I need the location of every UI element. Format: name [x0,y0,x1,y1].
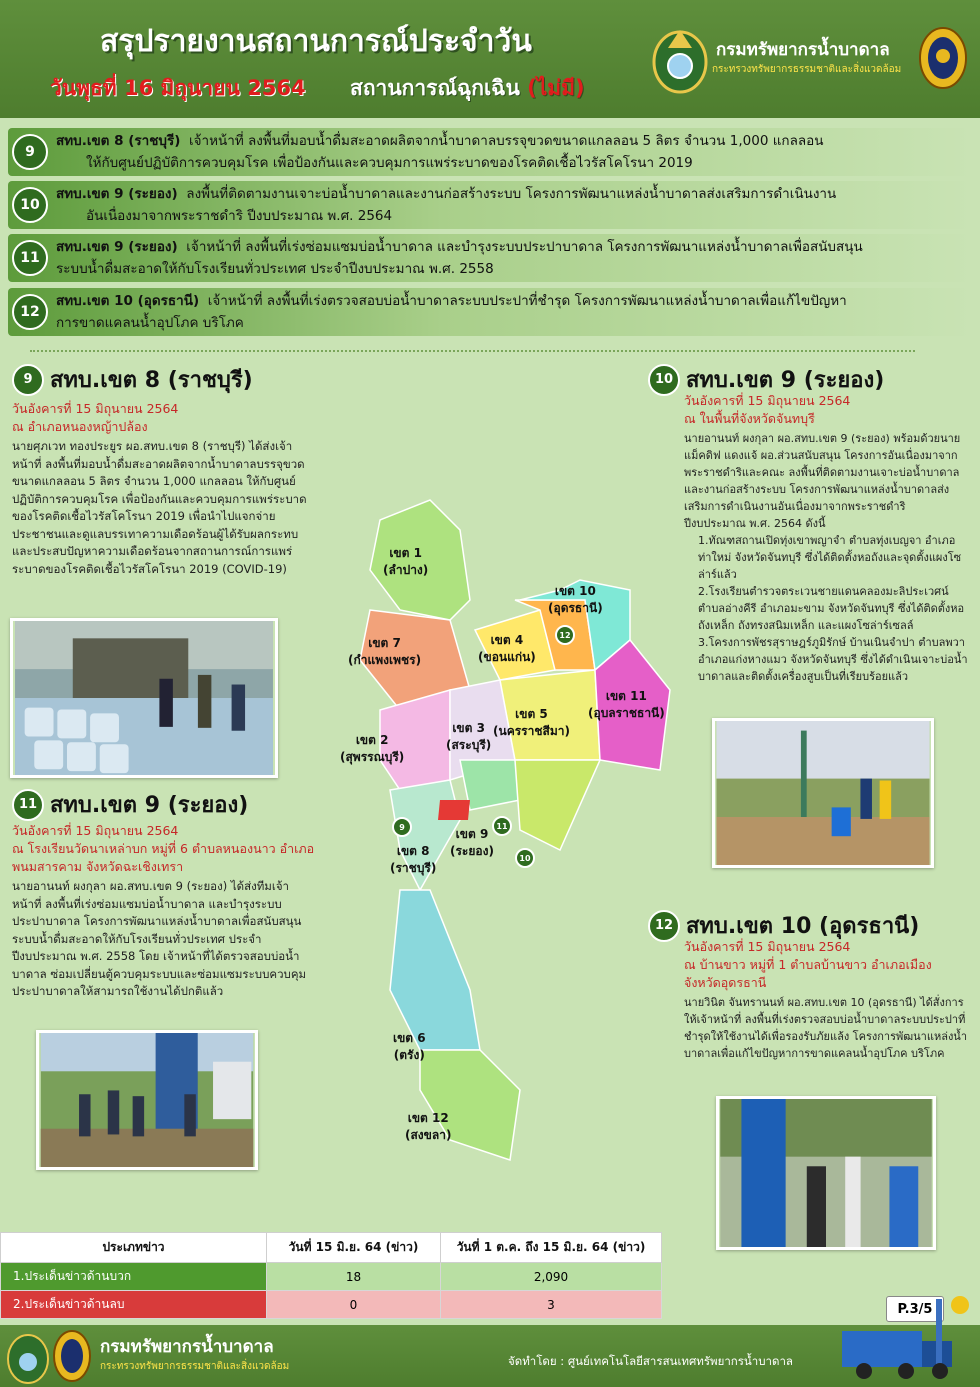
map-region-name: (อุดรธานี) [548,601,603,615]
section-date: วันอังคารที่ 15 มิถุนายน 2564 [12,401,179,416]
section-divider [30,350,915,352]
section-title: สทบ.เขต 9 (ระยอง) [50,793,249,818]
map-region-name: (อุบลราชธานี) [588,706,665,720]
summary-line2: ให้กับศูนย์ปฏิบัติการควบคุมโรค เพื่อป้องกันและควบคุมการแพร่ระบาดของโรคติดเชื้อไวรัสโคโรนา 2019 [86,155,693,171]
map-zone: เขต 7 [368,636,401,650]
map-marker: 12 [555,625,575,645]
section-10-date [684,392,964,428]
map-region-label [393,1030,426,1064]
section-11-date [12,822,322,876]
table-header: วันที่ 1 ต.ค. ถึง 15 มิ.ย. 64 (ข่าว) [441,1233,662,1263]
tap-inspection-photo [716,1096,936,1250]
dept-name: กรมทรัพยากรน้ำบาดาล [716,40,890,60]
dept-emblem-icon [652,22,708,94]
map-marker: 11 [492,816,512,836]
summary-line2: การขาดแคลนน้ำอุปโภค บริโภค [56,315,244,331]
section-date: วันอังคารที่ 15 มิถุนายน 2564 [684,393,851,408]
map-region-label [340,732,404,766]
emergency-status [350,72,585,105]
map-zone: เขต 8 [396,844,430,858]
map-zone: เขต 1 [389,546,422,560]
map-marker: 9 [392,817,412,837]
map-region-label [390,843,436,877]
section-title: สทบ.เขต 9 (ระยอง) [686,368,885,393]
map-region-name: (ตรัง) [393,1048,425,1062]
section-9-date [12,400,332,436]
map-region-name: (ราชบุรี) [390,861,437,875]
map-zone: เขต 3 [452,721,485,735]
summary-row-12 [8,288,972,336]
news-count-day: 18 [267,1263,441,1291]
news-count-day: 0 [267,1291,441,1319]
section-item: 3.โครงการพัชรสุราษฎร์ภูมิรักษ์ บ้านเนินจำปา ตำบลพวา อำเภอแก่งหางแมว จังหวัดจันทบุรี ซึ่งได้ดำเนินเจาะบ่อน้ำบาดาลและติดตั้งเครื่องสูบเป็นที่เรียบร้อยแล้ว [698,636,968,683]
summary-number: 12 [12,294,48,330]
table-header: ประเภทข่าว [1,1233,267,1263]
section-number: 11 [12,789,44,821]
table-row [1,1291,662,1319]
summary-line1: เจ้าหน้าที่ ลงพื้นที่เร่งตรวจสอบบ่อน้ำบาดาลระบบประปาที่ชำรุด โครงการพัฒนาแหล่งน้ำบาดาลเพื่อแก้ไขปัญหา [207,293,847,309]
map-region-name: (กำแพงเพชร) [348,653,422,667]
news-count-total: 2,090 [441,1263,662,1291]
map-zone: เขต 11 [605,689,647,703]
section-place: ณ บ้านขาว หมู่ที่ 1 ตำบลบ้านขาว อำเภอเมือง จังหวัดอุดรธานี [684,957,932,990]
summary-org: สทบ.เขต 8 (ราชบุรี) [56,133,181,149]
ministry-seal-icon [918,26,968,90]
summary-number: 11 [12,240,48,276]
summary-line1: ลงพื้นที่ติดตามงานเจาะบ่อน้ำบาดาลและงานก่อสร้างระบบ โครงการพัฒนาแหล่งน้ำบาดาลส่งเสริมการดำเนินงาน [186,186,837,202]
map-region-label [383,545,428,579]
map-zone: เขต 12 [407,1111,449,1125]
summary-row-9 [8,128,972,176]
summary-number: 9 [12,134,48,170]
ministry-seal-icon [52,1329,92,1383]
header-banner [0,0,980,118]
news-count-total: 3 [441,1291,662,1319]
dept-ministry: กระทรวงทรัพยากรธรรมชาติและสิ่งแวดล้อม [712,64,902,75]
footer-dept-name: กรมทรัพยากรน้ำบาดาล [100,1337,274,1357]
map-region-name: (สระบุรี) [446,738,492,752]
section-item: 1.ทัณฑสถานเปิดทุ่งเขาพญาจำ ตำบลทุ่งเบญจา อำเภอท่าใหม่ จังหวัดจันทบุรี ซึ่งได้ติดตั้งหอถังและจุดตั้งแผงโซล่าร์แล้ว [698,534,962,581]
well-drilling-photo [712,718,934,868]
map-region-name: (สงขลา) [405,1128,452,1142]
section-title: สทบ.เขต 8 (ราชบุรี) [50,368,253,393]
map-region-name: (ระยอง) [450,844,494,858]
summary-line2: ระบบน้ำดื่มสะอาดให้กับโรงเรียนทั่วประเทศ ประจำปีงบประมาณ พ.ศ. 2558 [56,261,494,277]
school-repair-photo [36,1030,258,1170]
section-number: 9 [12,364,44,396]
map-zone: เขต 5 [515,707,548,721]
emergency-status-label: สถานการณ์ฉุกเฉิน [350,76,528,100]
summary-row-11 [8,234,972,282]
water-delivery-photo [10,618,278,778]
drilling-truck-icon [836,1295,976,1385]
section-date: วันอังคารที่ 15 มิถุนายน 2564 [12,823,179,838]
map-marker: 10 [515,848,535,868]
footer-credit: จัดทำโดย : ศูนย์เทคโนโลยีสารสนเทศทรัพยากรน้ำบาดาล [508,1354,793,1368]
map-region-name: (สุพรรณบุรี) [340,750,405,764]
news-category: 1.ประเด็นข่าวด้านบวก [1,1263,267,1291]
section-11-heading [12,787,248,822]
section-place: ณ อำเภอหนองหญ้าปล้อง [12,419,148,434]
section-date: วันอังคารที่ 15 มิถุนายน 2564 [684,939,851,954]
news-category: 2.ประเด็นข่าวด้านลบ [1,1291,267,1319]
summary-org: สทบ.เขต 9 (ระยอง) [56,186,178,202]
summary-row-10 [8,181,972,229]
dept-emblem-icon [6,1329,50,1385]
map-region-label [450,826,494,860]
section-number: 12 [648,910,680,942]
section-9-heading [12,362,253,397]
summary-line1: เจ้าหน้าที่ ลงพื้นที่เร่งซ่อมแซมบ่อน้ำบาดาล และบำรุงระบบประปาบาดาล โครงการพัฒนาแหล่งน้ำบาดาลเพื่อสนับสนุน [186,239,863,255]
footer-banner [0,1325,980,1387]
map-zone: เขต 10 [554,584,596,598]
table-row [1,1263,662,1291]
section-body-text: นายอานนท์ ผงกุลา ผอ.สทบ.เขต 9 (ระยอง) พร้อมด้วยนายแม็คดิฟ แดงแจ้ ผอ.ส่วนสนับสนุน โครงการอันเนื่องมาจากพระราชดำริและคณะ ลงพื้นที่ติดตามงานเจาะบ่อน้ำบาดาลและงานก่อสร้างระบบ โครงการพัฒนาแหล่งน้ำบาดาลส่งเสริมการดำเนินงานอันเนื่องมาจากพระราชดำริ ปีงบประมาณ พ.ศ. 2564 ดังนี้ [684,432,961,530]
section-number: 10 [648,364,680,396]
map-region-name: (ลำปาง) [383,563,429,577]
map-region-label [493,706,570,740]
map-zone: เขต 9 [455,827,489,841]
table-header: วันที่ 15 มิ.ย. 64 (ข่าว) [267,1233,441,1263]
page-number: P.3/5 [886,1296,944,1322]
map-region-label [348,635,421,669]
section-11-body: นายอานนท์ ผงกุลา ผอ.สทบ.เขต 9 (ระยอง) ได้ส่งทีมเจ้าหน้าที่ ลงพื้นที่เร่งซ่อมแซมบ่อน้ำบาดาล และบำรุงระบบประปาบาดาล โครงการพัฒนาแหล่งน้ำบาดาลเพื่อสนับสนุนระบบน้ำดื่มสะอาดให้กับโรงเรียนทั่วประเทศ ประจำปีงบประมาณ พ.ศ. 2558 โดย เจ้าหน้าที่ได้ตรวจสอบบ่อน้ำบาดาล ซ่อมเปลี่ยนตู้ควบคุมระบบและซ่อมแซมระบบควบคุมประปาบาดาลให้สามารถใช้งานได้ปกติแล้ว [12,879,307,998]
emergency-status-value: (ไม่มี) [527,76,585,100]
section-12-date [684,938,968,992]
page-title: สรุปรายงานสถานการณ์ประจำวัน [100,24,532,59]
section-place: ณ โรงเรียนวัดนาเหล่าบก หมู่ที่ 6 ตำบลหนองนาว อำเภอพนมสารคาม จังหวัดฉะเชิงเทรา [12,841,315,874]
map-region-name: (นครราชสีมา) [493,724,570,738]
summary-line1: เจ้าหน้าที่ ลงพื้นที่มอบน้ำดื่มสะอาดผลิตจากน้ำบาดาลบรรจุขวดขนาดแกลลอน 5 ลิตร จำนวน 1,000 แกลลอน [189,133,824,149]
map-zone: เขต 4 [490,633,524,647]
map-region-label [478,632,536,666]
section-title: สทบ.เขต 10 (อุดรธานี) [686,914,920,939]
map-zone: เขต 6 [393,1031,426,1045]
summary-number: 10 [12,187,48,223]
summary-org: สทบ.เขต 10 (อุดรธานี) [56,293,200,309]
map-region-name: (ขอนแก่น) [478,650,536,664]
footer-ministry: กระทรวงทรัพยากรธรรมชาติและสิ่งแวดล้อม [100,1361,290,1372]
section-place: ณ ในพื้นที่จังหวัดจันทบุรี [684,411,815,426]
map-region-label [446,720,491,754]
map-zone: เขต 2 [355,733,389,747]
summary-line2: อันเนื่องมาจากพระราชดำริ ปีงบประมาณ พ.ศ. 2564 [86,208,393,224]
map-region-label [405,1110,451,1144]
section-9-body: นายศุภเวท ทองประยูร ผอ.สทบ.เขต 8 (ราชบุรี) ได้ส่งเจ้าหน้าที่ ลงพื้นที่มอบน้ำดื่มสะอาดผลิตจากน้ำบาดาลบรรจุขวดขนาดแกลลอน 5 ลิตร จำนวน 1,000 แกลลอน ให้กับศูนย์ปฏิบัติการควบคุมโรค เพื่อป้องกันและควบคุมการแพร่ระบาดของโรคติดเชื้อไวรัสโคโรนา 2019 เพื่อนำไปแจกจ่ายประชาชนและดูแลบรรเทาความเดือดร้อนผู้ได้รับผลกระทบและประสบปัญหาความเดือดร้อนจากสถานการณ์การแพร่ระบาดของโรคติดเชื้อไวรัสโคโรนา 2019 (COVID-19) [12,439,307,576]
news-summary-table [0,1232,662,1319]
map-region-label [588,688,665,722]
table-header-row [1,1233,662,1263]
report-date: วันพุธที่ 16 มิถุนายน 2564 [50,76,306,100]
map-region-label [548,583,603,617]
summary-org: สทบ.เขต 9 (ระยอง) [56,239,178,255]
section-item: 2.โรงเรียนตำรวจตระเวนชายแดนคลองมะลิประเวศน์ ตำบลอ่างคีรี อำเภอมะขาม จังหวัดจันทบุรี ซึ่งได้ติดตั้งหอถังเหล็ก ถังทรงสนิมเหล็ก และแผงโซล่าร์เซลล์ [698,585,965,632]
section-10-body [684,430,968,685]
section-12-body: นายวินิต จันทรานนท์ ผอ.สทบ.เขต 10 (อุดรธานี) ได้สั่งการให้เจ้าหน้าที่ ลงพื้นที่เร่งตรวจสอบบ่อน้ำบาดาลระบบประปาที่ชำรุดให้ใช้งานได้เพื่อรองรับภัยแล้ง โครงการพัฒนาแหล่งน้ำบาดาลเพื่อแก้ไขปัญหาการขาดแคลนน้ำอุปโภค บริโภค [684,996,968,1060]
